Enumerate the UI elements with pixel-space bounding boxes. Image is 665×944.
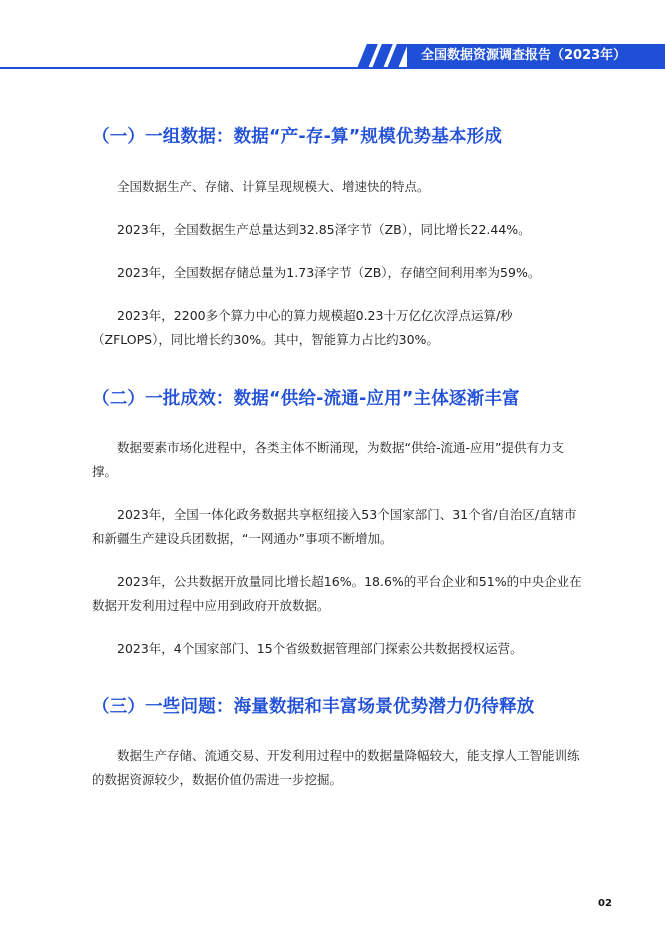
paragraph: 2023年，公共数据开放量同比增长超16%。18.6%的平台企业和51%的中央企业在数据开发利用过程中应用到政府开放数据。 (92, 574, 582, 613)
paragraph: 数据生产存储、流通交易、开发利用过程中的数据量降幅较大，能支撑人工智能训练的数据资源较少，数据价值仍需进一步挖掘。 (92, 748, 580, 787)
report-header (0, 0, 665, 80)
paragraph: 2023年，全国数据存储总量为1.73泽字节（ZB），存储空间利用率为59%。 (117, 265, 541, 280)
paragraph: 2023年，2200多个算力中心的算力规模超0.23十万亿亿次浮点运算/秒（ZFLOPS），同比增长约30%。其中，智能算力占比约30%。 (92, 308, 513, 347)
paragraph: 2023年，全国一体化政务数据共享枢纽接入53个国家部门、31个省/自治区/直辖市和新疆生产建设兵团数据，“一网通办”事项不断增加。 (92, 507, 577, 546)
page-number: 02 (598, 898, 612, 909)
section-heading-1: （一）一组数据：数据“产-存-算”规模优势基本形成 (92, 127, 503, 147)
paragraph: 数据要素市场化进程中，各类主体不断涌现，为数据“供给-流通-应用”提供有力支撑。 (92, 440, 564, 479)
section-heading-3: （三）一些问题：海量数据和丰富场景优势潜力仍待释放 (92, 697, 535, 717)
report-title: 全国数据资源调查报告（2023年） (407, 44, 665, 68)
paragraph: 2023年，全国数据生产总量达到32.85泽字节（ZB），同比增长22.44%。 (117, 222, 531, 237)
paragraph: 全国数据生产、存储、计算呈现规模大、增速快的特点。 (117, 179, 430, 194)
paragraph: 2023年，4个国家部门、15个省级数据管理部门探索公共数据授权运营。 (117, 641, 523, 656)
header-rule (0, 67, 665, 69)
section-heading-2: （二）一批成效：数据“供给-流通-应用”主体逐渐丰富 (92, 389, 520, 409)
